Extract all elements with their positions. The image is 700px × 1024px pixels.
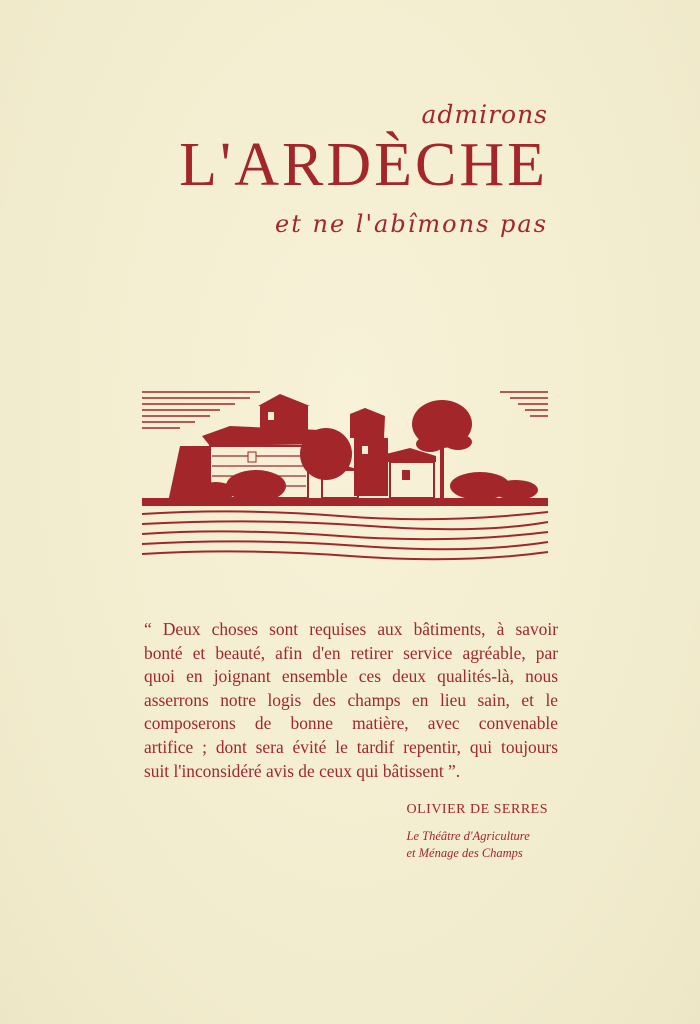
work-title [407, 828, 549, 862]
page-title: L'ARDÈCHE [179, 131, 548, 199]
subtitle-text: et ne l'abîmons pas [275, 210, 548, 239]
quote-line: bonté et beauté, afin d'en retirer service agréable, par [144, 642, 558, 663]
quote-line: quoi en joignant ensemble ces deux qualités-là, nous [144, 666, 558, 687]
quote-line: suit l'inconsidéré avis de ceux qui bâtissent ”. [144, 760, 461, 781]
work-title-line-2: et Ménage des Champs [406, 846, 523, 860]
quote-line: composerons de bonne matière, avec convenable [144, 713, 558, 734]
author-name: OLIVIER DE SERRES [406, 802, 548, 817]
work-title-line-1: Le Théâtre d'Agriculture [406, 829, 530, 843]
quote-paragraph [144, 618, 558, 783]
kicker-text: admirons [421, 100, 548, 129]
title-block [179, 100, 548, 238]
quote-line: asserrons notre logis des champs en lieu sain, et le [144, 689, 558, 710]
quote-line: artifice ; dont sera évité le tardif repentir, qui toujours [144, 736, 558, 757]
attribution [407, 802, 549, 862]
quote-line: “ Deux choses sont requises aux bâtiments, à savoir [144, 619, 558, 639]
woodcut-farmhouse-icon [140, 384, 550, 564]
